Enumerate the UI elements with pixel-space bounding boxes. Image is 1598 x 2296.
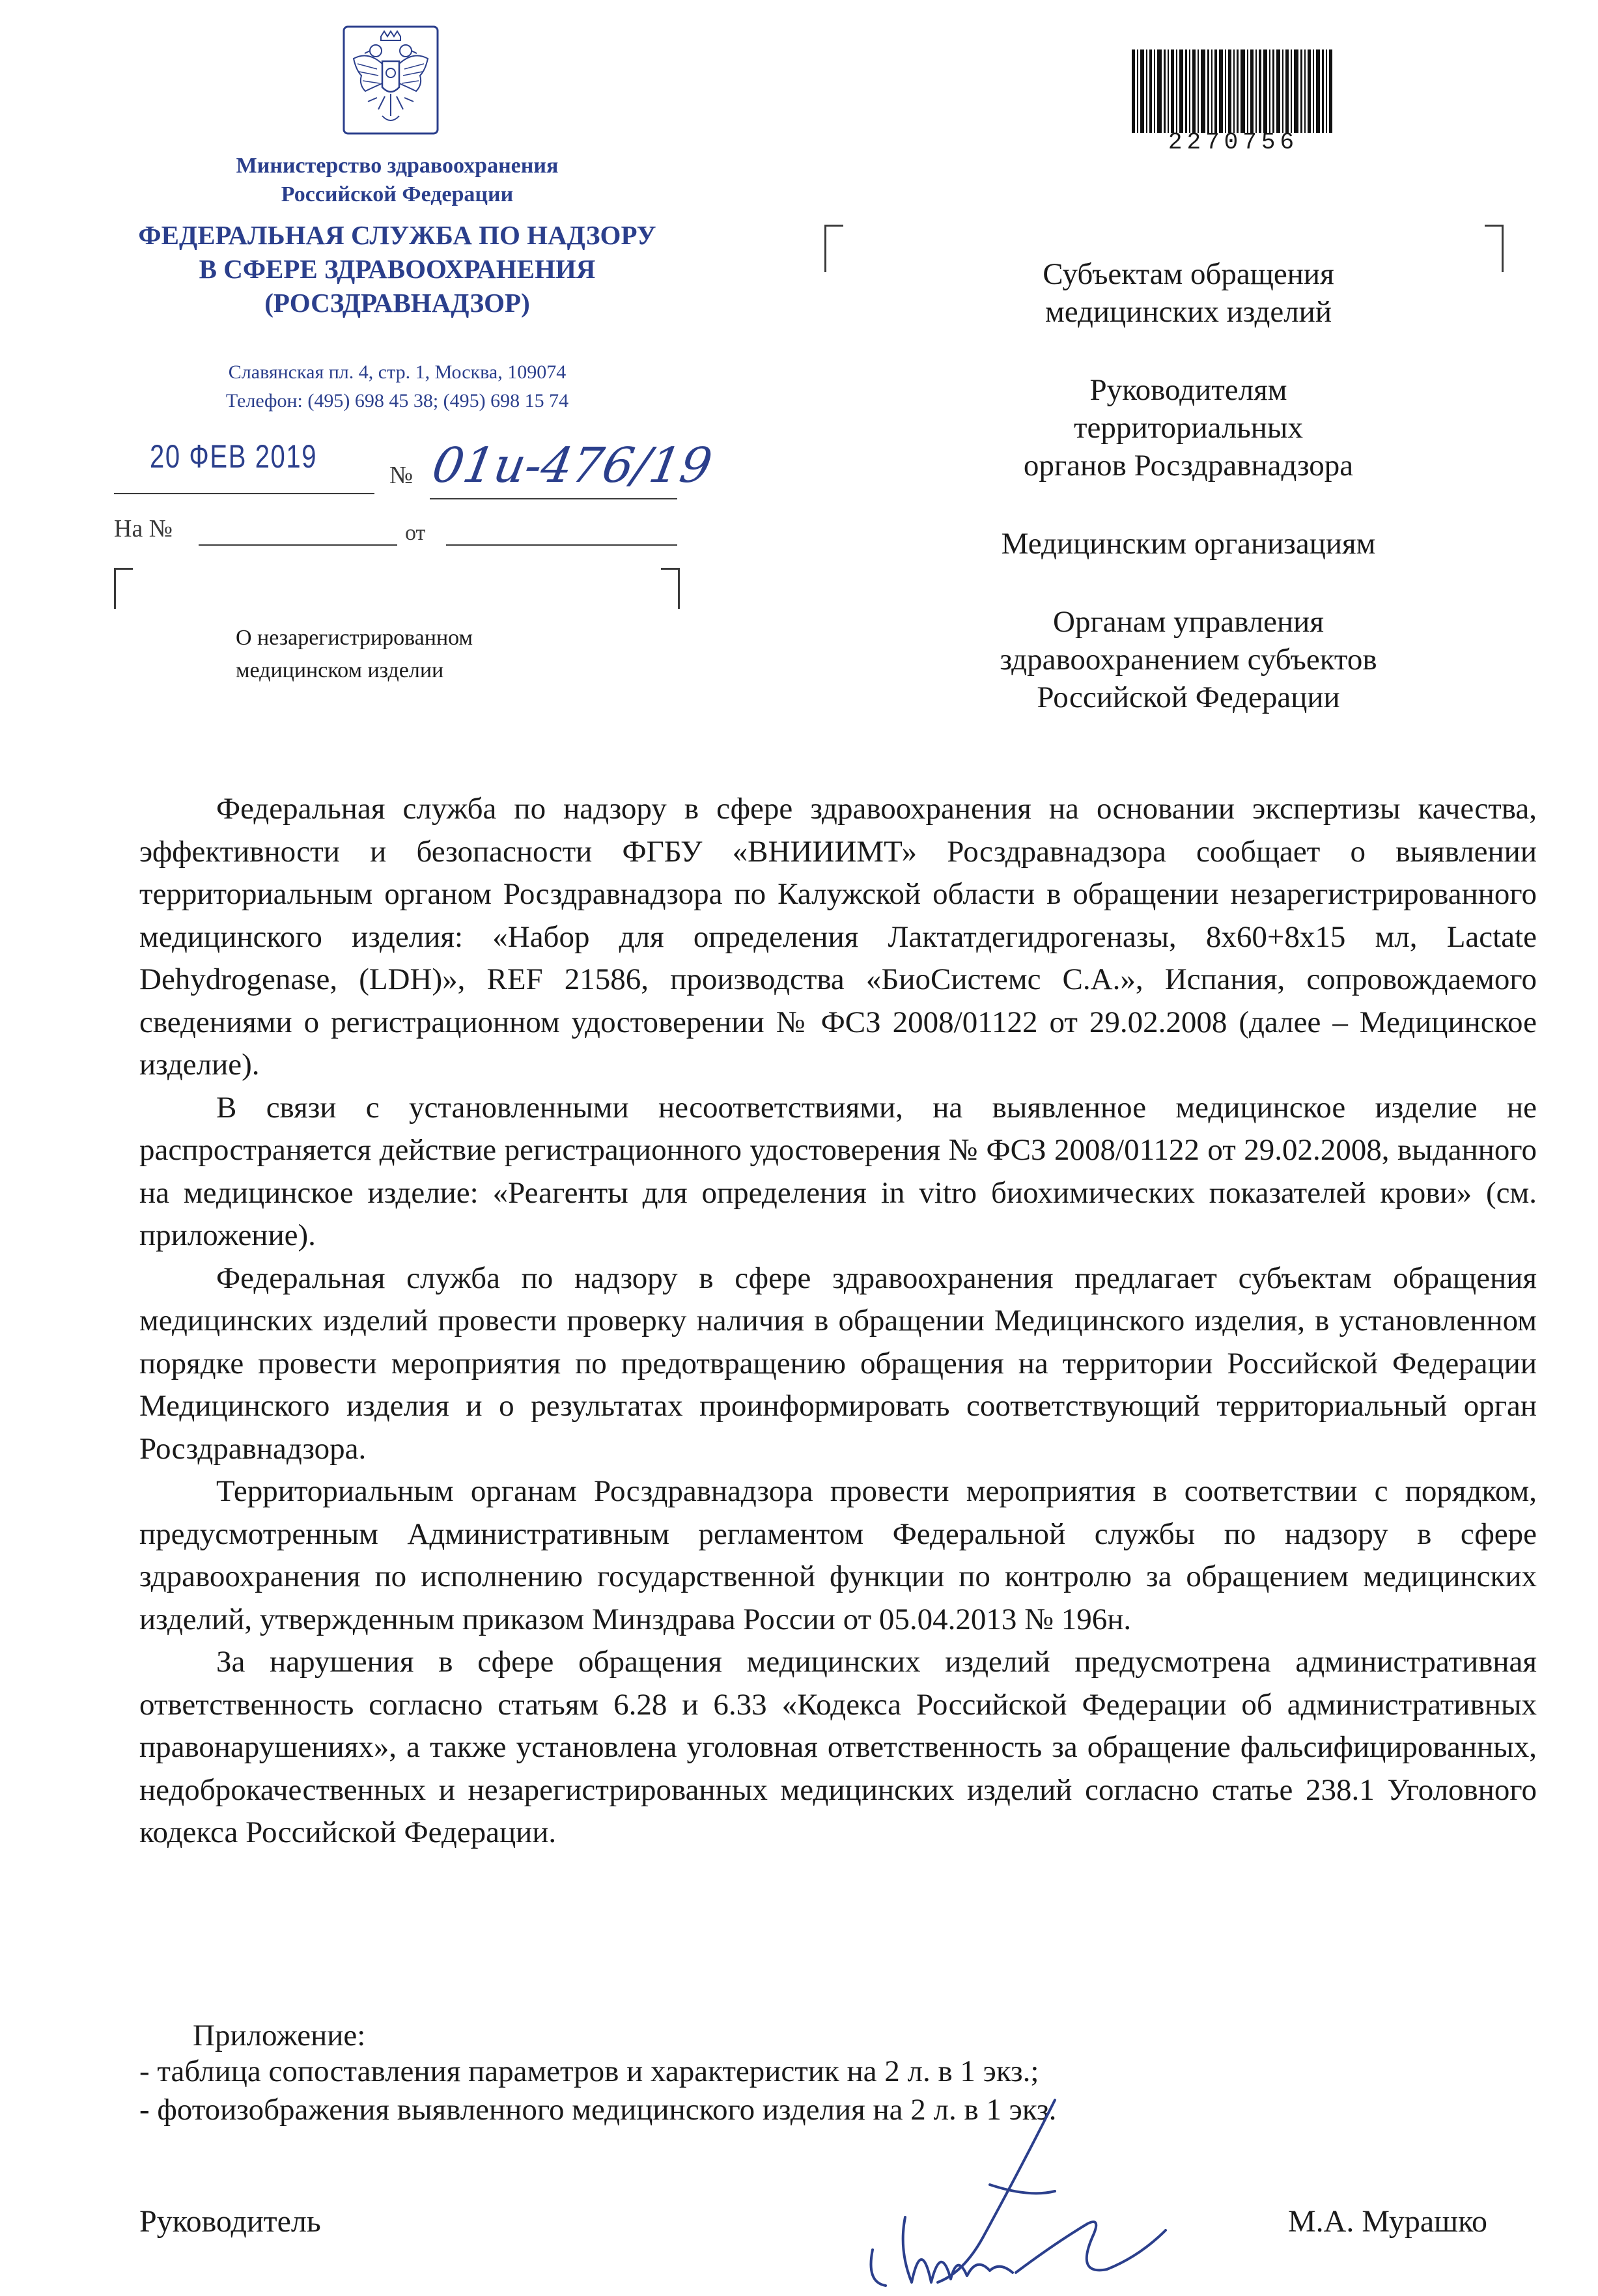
- address-line-2: Телефон: (495) 698 45 38; (495) 698 15 74: [225, 390, 569, 412]
- body-paragraph-4: Территориальным органам Росздравнадзора провести мероприятия в соответствии с порядком, предусмотренным Административным регламентом Федеральной службы по надзору в сфере здравоохранения по исполнению государственной функции по контролю за обращением медицинских изделий, утвержденным приказом Минздрава России от 05.04.2013 № 196н.: [139, 1474, 1537, 1636]
- subject-bracket-right: [661, 568, 680, 609]
- attachments-label: Приложение:: [193, 2019, 366, 2052]
- signatory-title: Руководитель: [139, 2204, 321, 2239]
- addressee-3-line-1: Медицинским организациям: [1001, 527, 1376, 561]
- letter-subject: [236, 622, 473, 687]
- service-line-1: ФЕДЕРАЛЬНАЯ СЛУЖБА ПО НАДЗОРУ: [138, 220, 656, 250]
- body-paragraph-3: Федеральная служба по надзору в сфере здравоохранения предлагает субъектам обращения медицинских изделий провести проверку наличия в обращении Медицинского изделия, в установленном порядке провести мероприятия по предотвращению обращения на территории Российской Федерации Медицинского изделия и о результатах проинформировать соответствующий территориальный орган Росздравнадзора.: [139, 1261, 1537, 1466]
- service-line-3: (РОСЗДРАВНАДЗОР): [264, 288, 530, 318]
- handwritten-signature-icon: [860, 2087, 1224, 2296]
- addressee-4-line-2: здравоохранением субъектов: [1000, 643, 1377, 677]
- number-sign: №: [389, 462, 414, 489]
- addressee-bracket-left: [824, 225, 843, 272]
- reference-date-line: [446, 544, 677, 546]
- body-paragraph-2: В связи с установленными несоответствиями, на выявленное медицинское изделие не распространяется действие регистрационного удостоверения № ФСЗ 2008/01122 от 29.02.2008, выданного на медицинское изделие: «Реагенты для определения in vitro биохимических показателей крови» (см. приложение).: [139, 1090, 1537, 1252]
- date-underline: [114, 493, 374, 494]
- signatory-name: М.А. Мурашко: [1288, 2204, 1487, 2239]
- outgoing-number-handwritten: 01и-476/19: [428, 438, 716, 494]
- addressee-1: [905, 255, 1472, 331]
- addressee-4-line-1: Органам управления: [1053, 605, 1324, 639]
- addressee-2-line-3: органов Росздравнадзора: [1023, 449, 1354, 483]
- barcode-number: 2270756: [1168, 129, 1299, 156]
- addressee-4: [905, 603, 1472, 716]
- body-paragraph-1: Федеральная служба по надзору в сфере здравоохранения на основании экспертизы качества, эффективности и безопасности ФГБУ «ВНИИИМТ» Росздравнадзора сообщает о выявлении территориальным органом Росздравнадзора по Калужской области в обращении незарегистрированного медицинского изделия: «Набор для определения Лактатдегидрогеназы, 8x60+8x15 мл, Lactate Dehydrogenase, (LDH)», REF 21586, производства «БиоСистемс С.А.», Испания, сопровождаемого сведениями о регистрационном удостоверении № ФСЗ 2008/01122 от 29.02.2008 (далее – Медицинское изделие).: [139, 792, 1537, 1082]
- ministry-line-2: Российской Федерации: [281, 182, 514, 206]
- reference-number-line: [199, 544, 397, 546]
- address-line-1: Славянская пл. 4, стр. 1, Москва, 109074: [228, 361, 567, 383]
- addressee-2-line-2: территориальных: [1073, 411, 1304, 445]
- addressee-4-line-3: Российской Федерации: [1037, 680, 1340, 714]
- subject-bracket-left: [114, 568, 133, 609]
- addressee-block: [905, 255, 1472, 757]
- service-address: [130, 358, 664, 415]
- double-headed-eagle-emblem-icon: [342, 25, 440, 135]
- attachment-item-2: - фотоизображения выявленного медицинского изделия на 2 л. в 1 экз.: [139, 2093, 1057, 2127]
- ministry-line-1: Министерство здравоохранения: [236, 154, 559, 178]
- service-name: [130, 218, 664, 320]
- barcode-icon: [1132, 49, 1335, 133]
- addressee-2: [905, 371, 1472, 484]
- addressee-3: [905, 525, 1472, 563]
- service-line-2: В СФЕРЕ ЗДРАВООХРАНЕНИЯ: [199, 254, 596, 284]
- date-stamp: 20 ФЕВ 2019: [150, 438, 318, 475]
- addressee-2-line-1: Руководителям: [1089, 373, 1287, 407]
- body-paragraph-5: За нарушения в сфере обращения медицинских изделий предусмотрена административная ответственность согласно статьям 6.28 и 6.33 «Кодекса Российской Федерации об административных правонарушениях», а также установлена уголовная ответственность за обращение фальсифицированных, недоброкачественных и незарегистрированных медицинских изделий согласно статье 238.1 Уголовного кодекса Российской Федерации.: [139, 1645, 1537, 1849]
- reference-number-label: На №: [114, 515, 173, 542]
- addressee-1-line-2: медицинских изделий: [1044, 295, 1332, 329]
- addressee-bracket-right: [1485, 225, 1504, 272]
- letter-body: [139, 788, 1537, 1855]
- ministry-name: [130, 152, 664, 209]
- subject-line-1: О незарегистрированном: [236, 626, 473, 650]
- subject-line-2: медицинском изделии: [236, 658, 444, 682]
- addressee-1-line-1: Субъектам обращения: [1043, 257, 1334, 291]
- attachment-item-1: - таблица сопоставления параметров и характеристик на 2 л. в 1 экз.;: [139, 2054, 1039, 2088]
- number-underline: [430, 498, 677, 499]
- reference-date-label: от: [405, 521, 426, 545]
